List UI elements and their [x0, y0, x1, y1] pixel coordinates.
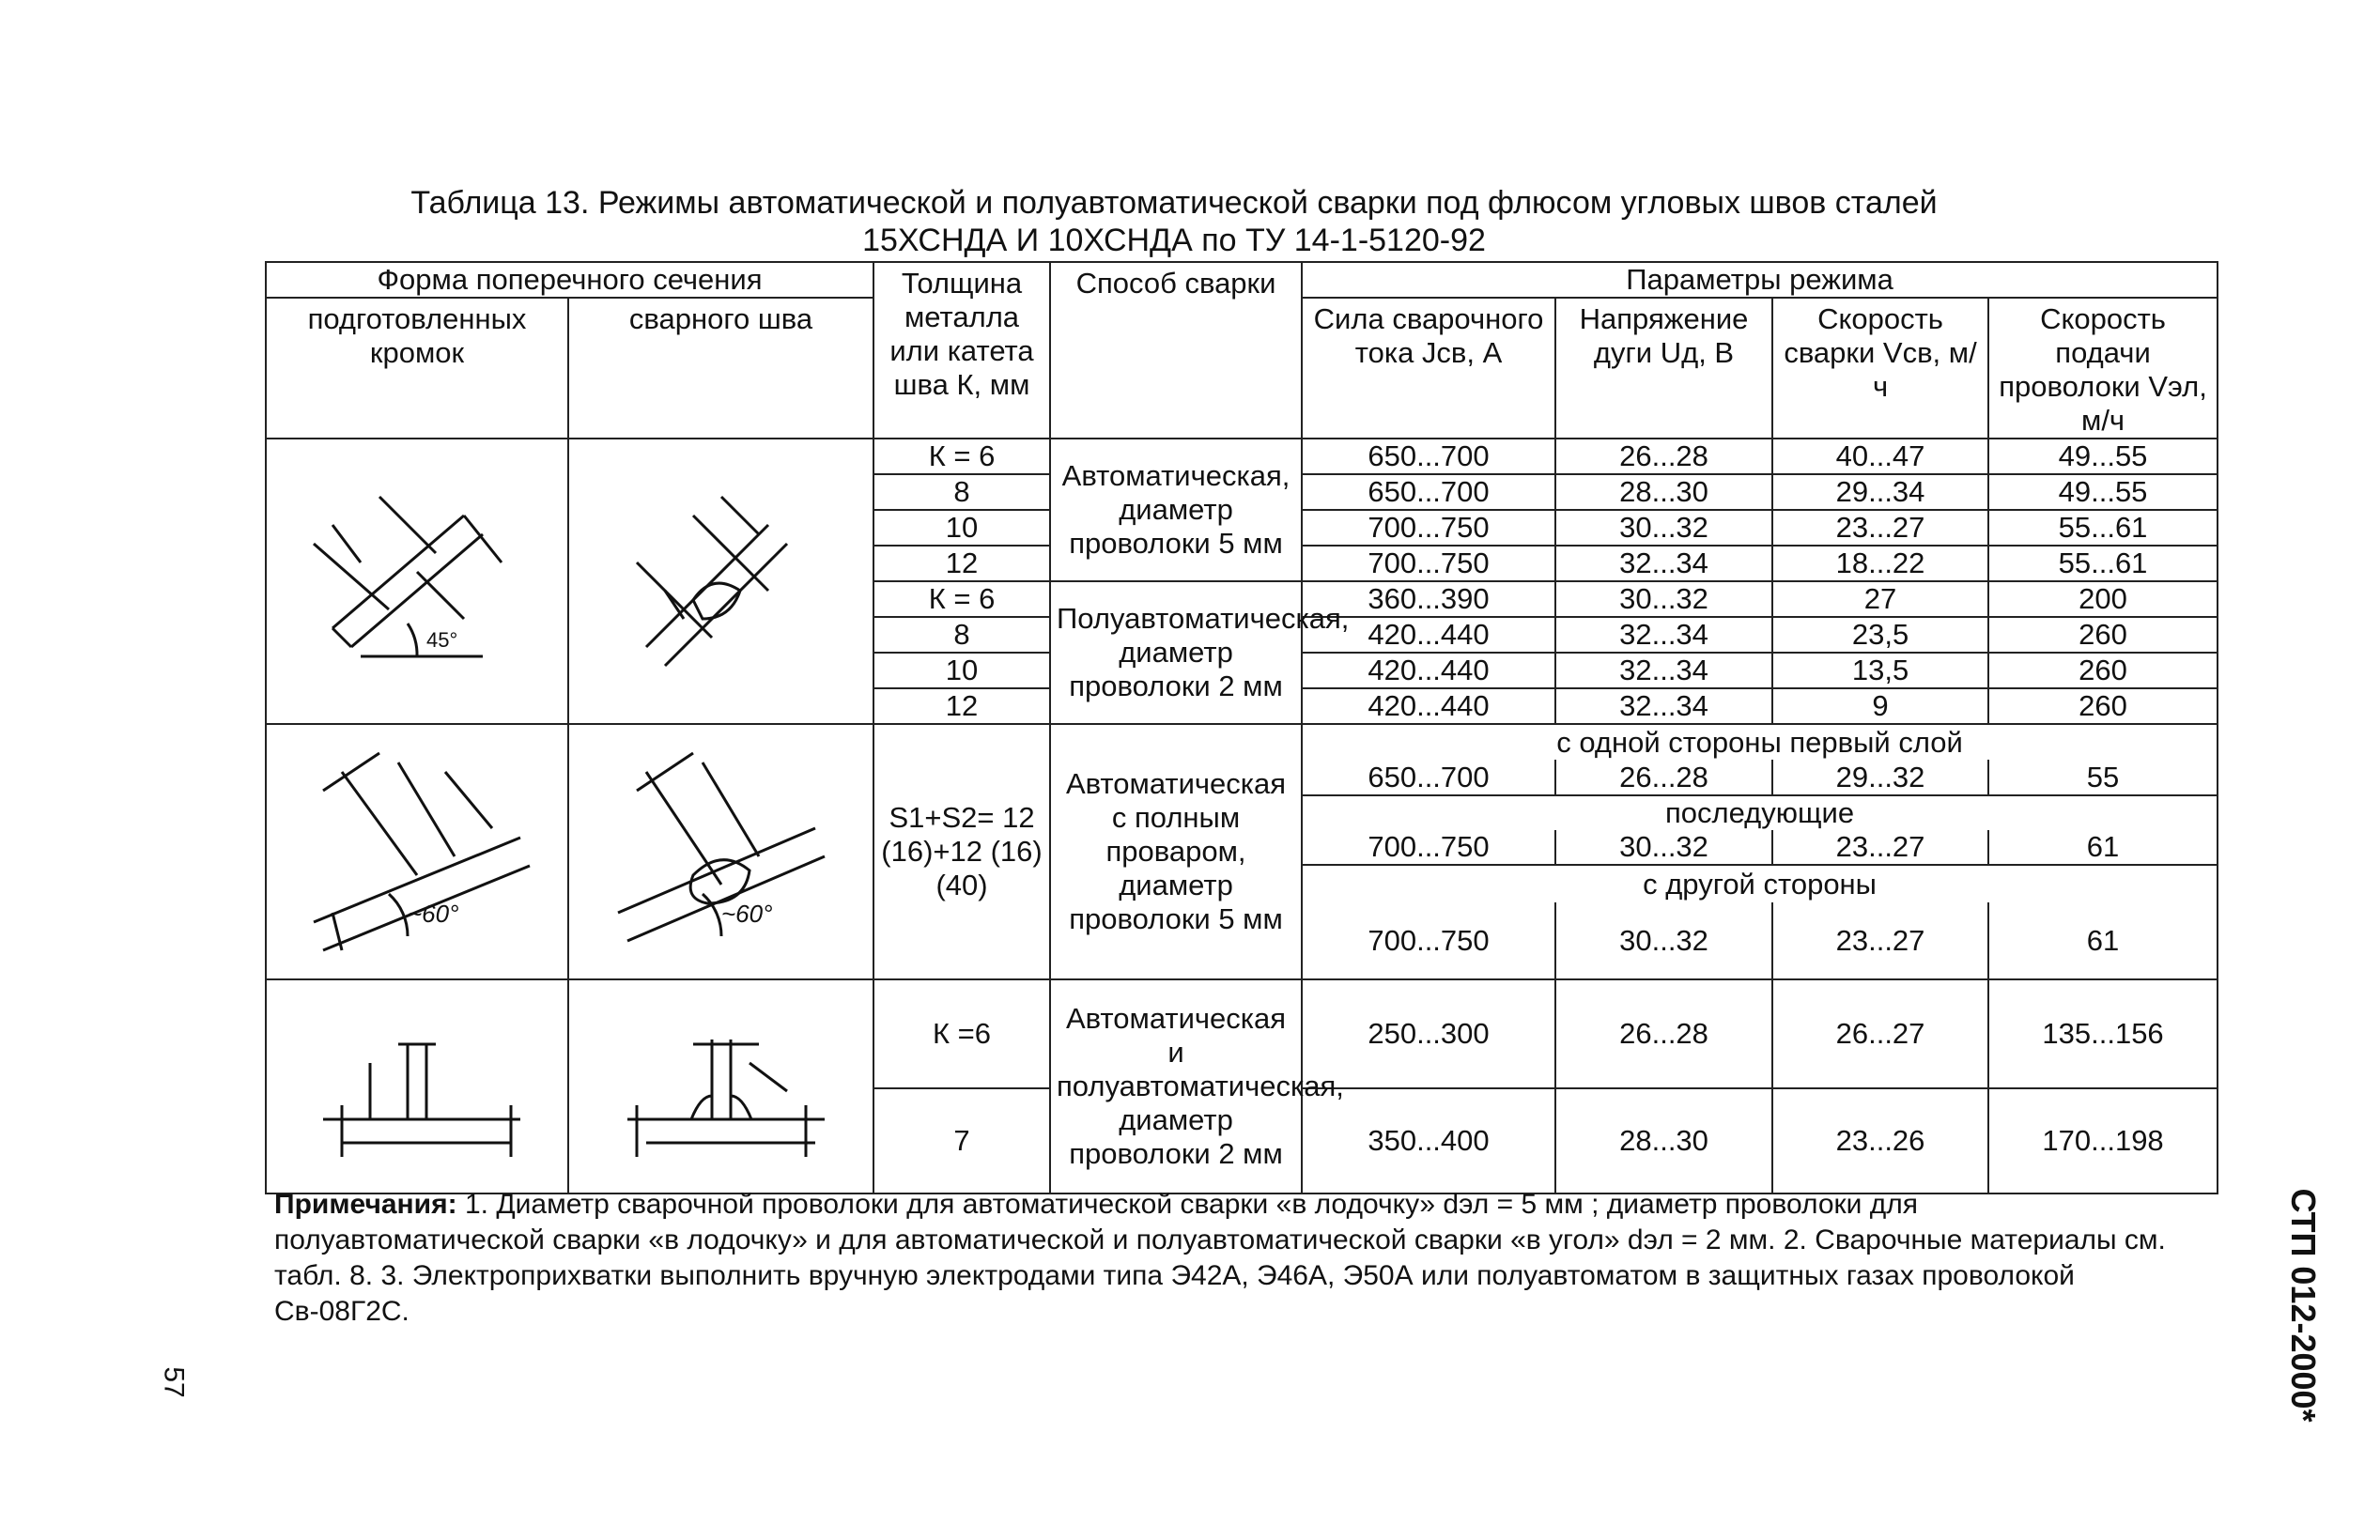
method-auto-5mm: Автоматическая, диаметр проволоки 5 мм	[1050, 439, 1302, 581]
header-edges: подготовленных кромок	[266, 298, 568, 439]
voltage-cell: 26...28	[1555, 760, 1772, 795]
method-auto-semi-2mm: Автоматическая и полуавтоматическая, диаметр проволоки 2 мм	[1050, 979, 1302, 1194]
speed-cell: 29...32	[1772, 760, 1988, 795]
feed-cell: 260	[1988, 653, 2218, 688]
current-cell: 350...400	[1302, 1088, 1555, 1194]
feed-cell: 135...156	[1988, 979, 2218, 1088]
voltage-cell: 28...30	[1555, 1088, 1772, 1194]
feed-cell: 49...55	[1988, 439, 2218, 474]
feed-cell: 260	[1988, 688, 2218, 724]
current-cell: 420...440	[1302, 617, 1555, 653]
sketch-weld-tee	[568, 979, 873, 1194]
thickness-cell: 12	[873, 546, 1050, 581]
speed-cell: 23...27	[1772, 830, 1988, 865]
feed-cell: 55	[1988, 760, 2218, 795]
current-cell: 420...440	[1302, 688, 1555, 724]
thickness-cell: 7	[873, 1088, 1050, 1194]
thickness-cell: К =6	[873, 979, 1050, 1088]
current-cell: 700...750	[1302, 546, 1555, 581]
subheader-subsequent: последующие	[1302, 795, 2218, 830]
current-cell: 250...300	[1302, 979, 1555, 1088]
standard-code	[2284, 1178, 2322, 1432]
speed-cell: 27	[1772, 581, 1988, 617]
current-cell: 650...700	[1302, 439, 1555, 474]
current-cell: 360...390	[1302, 581, 1555, 617]
header-feed-speed: Скорость подачи проволоки Vэл, м/ч	[1988, 298, 2218, 439]
fillet-edge-sketch-icon	[276, 459, 558, 703]
voltage-cell: 30...32	[1555, 902, 1772, 979]
header-method: Способ сварки	[1050, 262, 1302, 439]
speed-cell: 13,5	[1772, 653, 1988, 688]
speed-cell: 29...34	[1772, 474, 1988, 510]
angle-45-label: 45°	[426, 628, 458, 652]
header-thickness: Толщина металла или катета шва К, мм	[873, 262, 1050, 439]
table-title	[263, 184, 2085, 259]
thickness-s1-s2: S1+S2= 12 (16)+12 (16) (40)	[873, 724, 1050, 979]
speed-cell: 40...47	[1772, 439, 1988, 474]
feed-cell: 61	[1988, 902, 2218, 979]
speed-cell: 18...22	[1772, 546, 1988, 581]
tee-weld-sketch-icon	[599, 1016, 843, 1157]
notes-text: 1. Диаметр сварочной проволоки для автоматической сварки «в лодочку» dэл = 5 мм ; диаметр проволоки для полуавтоматической сварки «в лодочку» и для автоматической и полуавтоматической сварки «в угол» dэл = 2 мм. 2. Сварочные материалы см. табл. 8. 3. Электроприхватки выполнить вручную электродами типа Э42А, Э46А, Э50А или полуавтоматом в защитных газах проволокой Св-08Г2С.	[274, 1189, 2166, 1327]
current-cell: 650...700	[1302, 760, 1555, 795]
sketch-weld-full-penetration	[568, 724, 873, 979]
voltage-cell: 32...34	[1555, 546, 1772, 581]
feed-cell: 170...198	[1988, 1088, 2218, 1194]
full-penetration-edge-sketch-icon	[276, 734, 558, 969]
table-row	[266, 439, 2218, 474]
voltage-cell: 28...30	[1555, 474, 1772, 510]
method-full-penetration: Автоматическая с полным проваром, диаметр проволоки 5 мм	[1050, 724, 1302, 979]
thickness-cell: 10	[873, 653, 1050, 688]
header-weld: сварного шва	[568, 298, 873, 439]
sketch-weld-fillet	[568, 439, 873, 724]
thickness-cell: 12	[873, 688, 1050, 724]
header-weld-speed: Скорость сварки Vсв, м/ч	[1772, 298, 1988, 439]
thickness-cell: К = 6	[873, 439, 1050, 474]
title-line-1: Таблица 13. Режимы автоматической и полуавтоматической сварки под флюсом угловых швов сталей	[410, 185, 1938, 221]
voltage-cell: 26...28	[1555, 439, 1772, 474]
thickness-cell: 10	[873, 510, 1050, 546]
speed-cell: 23...26	[1772, 1088, 1988, 1194]
angle-60-label-edges: ~60°	[408, 900, 459, 928]
angle-60-label-weld: ~60°	[720, 900, 773, 928]
subheader-other-side: с другой стороны	[1302, 865, 2218, 902]
feed-cell: 200	[1988, 581, 2218, 617]
fillet-weld-sketch-icon	[580, 459, 862, 703]
voltage-cell: 30...32	[1555, 510, 1772, 546]
voltage-cell: 32...34	[1555, 617, 1772, 653]
method-semi-2mm: Полуавтоматическая, диаметр проволоки 2 мм	[1050, 581, 1302, 724]
table-row	[266, 979, 2218, 1088]
sketch-edges-fillet	[266, 439, 568, 724]
sketch-edges-full-penetration	[266, 724, 568, 979]
thickness-cell: К = 6	[873, 581, 1050, 617]
voltage-cell: 32...34	[1555, 688, 1772, 724]
current-cell: 420...440	[1302, 653, 1555, 688]
voltage-cell: 30...32	[1555, 830, 1772, 865]
speed-cell: 26...27	[1772, 979, 1988, 1088]
sketch-edges-tee	[266, 979, 568, 1194]
table-row	[266, 724, 2218, 760]
header-current: Сила сварочного тока Jсв, А	[1302, 298, 1555, 439]
feed-cell: 55...61	[1988, 546, 2218, 581]
speed-cell: 23,5	[1772, 617, 1988, 653]
thickness-cell: 8	[873, 474, 1050, 510]
title-line-2: 15ХСНДА И 10ХСНДА по ТУ 14-1-5120-92	[862, 223, 1486, 258]
standard-code-text: СТП 012-2000*	[2284, 1188, 2323, 1423]
voltage-cell: 32...34	[1555, 653, 1772, 688]
feed-cell: 260	[1988, 617, 2218, 653]
table-notes	[274, 1187, 2181, 1330]
speed-cell: 23...27	[1772, 510, 1988, 546]
welding-modes-table	[265, 261, 2218, 1194]
feed-cell: 55...61	[1988, 510, 2218, 546]
feed-cell: 61	[1988, 830, 2218, 865]
speed-cell: 23...27	[1772, 902, 1988, 979]
tee-edge-sketch-icon	[295, 1016, 539, 1157]
header-form: Форма поперечного сечения	[266, 262, 873, 298]
speed-cell: 9	[1772, 688, 1988, 724]
full-penetration-weld-sketch-icon	[580, 734, 862, 969]
feed-cell: 49...55	[1988, 474, 2218, 510]
current-cell: 700...750	[1302, 830, 1555, 865]
voltage-cell: 26...28	[1555, 979, 1772, 1088]
header-voltage: Напряжение дуги Uд, В	[1555, 298, 1772, 439]
current-cell: 700...750	[1302, 510, 1555, 546]
voltage-cell: 30...32	[1555, 581, 1772, 617]
notes-label: Примечания:	[274, 1189, 457, 1220]
subheader-first-layer: с одной стороны первый слой	[1302, 724, 2218, 760]
thickness-cell: 8	[873, 617, 1050, 653]
current-cell: 650...700	[1302, 474, 1555, 510]
page-number: 57	[158, 1366, 190, 1398]
current-cell: 700...750	[1302, 902, 1555, 979]
header-params: Параметры режима	[1302, 262, 2218, 298]
